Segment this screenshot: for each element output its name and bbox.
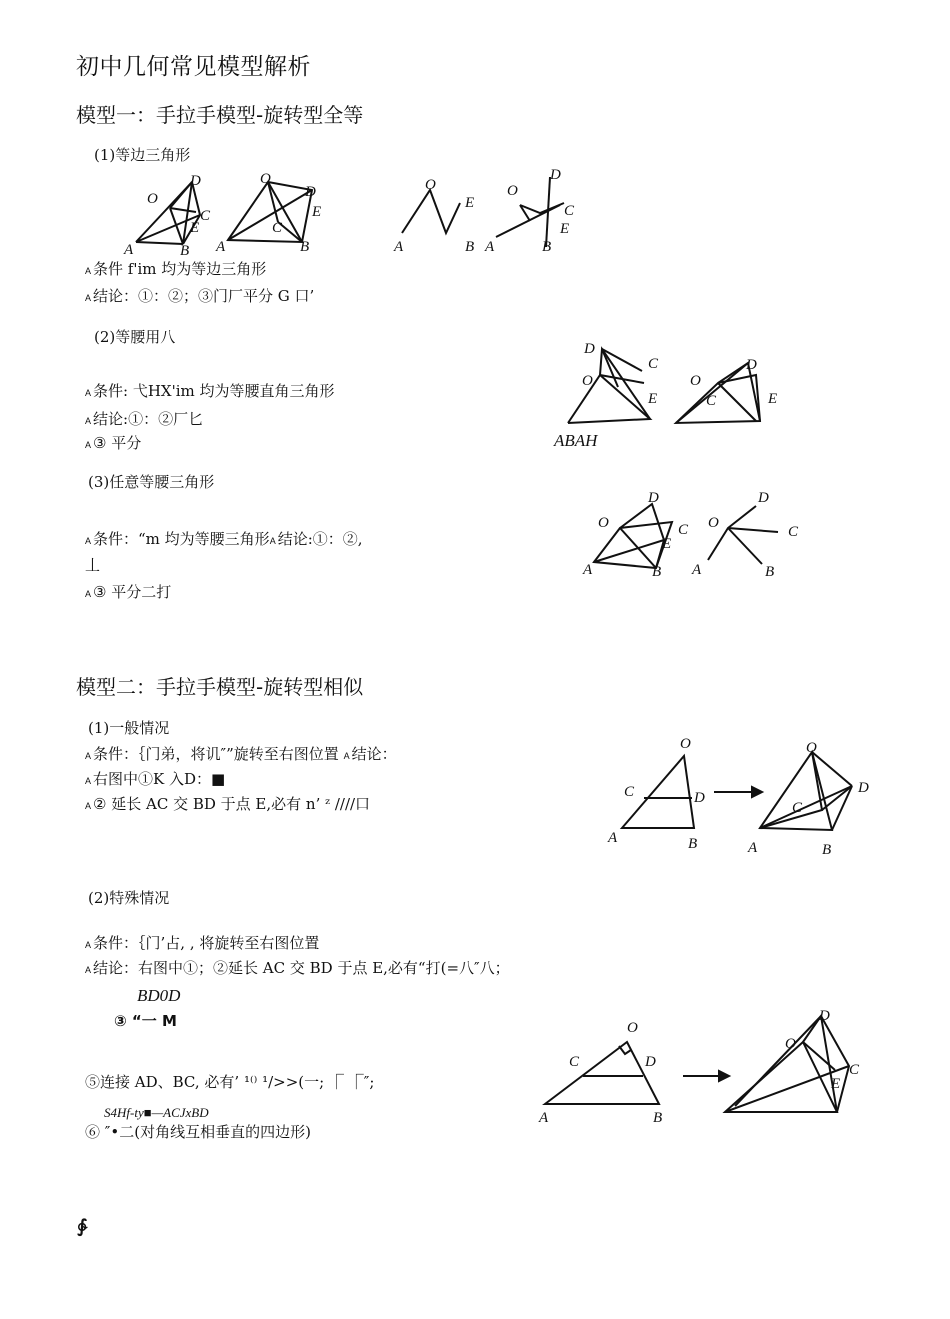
svg-text:B: B	[300, 239, 310, 255]
section1-sub3-condition	[85, 532, 363, 547]
svg-text:O: O	[627, 1020, 638, 1036]
svg-text:C: C	[849, 1062, 860, 1078]
section1-sub2-c3	[85, 436, 141, 451]
section1-sub1-condition	[85, 262, 266, 277]
bullet-prefix: A	[85, 965, 92, 975]
conclusion-text: 右图中①K 入D：■	[93, 770, 226, 788]
svg-text:C: C	[624, 784, 635, 800]
svg-text:D: D	[190, 173, 201, 189]
svg-text:E: E	[190, 220, 200, 236]
svg-text:D: D	[819, 1008, 830, 1024]
svg-text:D: D	[550, 167, 561, 183]
svg-text:D: D	[858, 780, 869, 796]
svg-text:C: C	[569, 1054, 580, 1070]
condition-text: 条件 f'im 均为等边三角形	[93, 260, 267, 278]
bullet-prefix: A	[85, 416, 92, 426]
section2-sub1-condition	[85, 747, 397, 762]
figure-caption: ABAH	[554, 431, 598, 450]
svg-text:O: O	[708, 515, 719, 531]
section1-sub2-condition	[85, 384, 335, 399]
conclusion-text: ③ 平分二打	[93, 583, 172, 601]
svg-text:B: B	[688, 836, 698, 852]
figure-equilateral-1	[120, 170, 330, 260]
figure-arbitrary-isosceles	[580, 490, 800, 580]
figure-equilateral-2	[390, 165, 590, 255]
svg-text:E: E	[312, 204, 322, 220]
figure-isosceles-right	[560, 335, 790, 435]
section1-title: 模型一：手拉手模型-旋转型全等	[76, 103, 364, 127]
svg-text:E: E	[768, 391, 778, 407]
section2-sub1-c1	[85, 772, 225, 787]
conclusion-text: 结论:①：②,	[277, 530, 363, 548]
figure-similarity-general	[600, 730, 880, 860]
svg-text:C: C	[272, 220, 283, 236]
svg-text:B: B	[822, 842, 832, 858]
svg-text:C: C	[564, 203, 575, 219]
svg-text:A: A	[485, 239, 495, 255]
section1-sub3-c3	[85, 585, 171, 600]
svg-text:D: D	[645, 1054, 656, 1070]
bd0d-label: BD0D	[137, 986, 181, 1005]
condition-text: 条件: 弋HX'im 均为等腰直角三角形	[93, 382, 335, 400]
svg-text:A: A	[124, 242, 134, 258]
section1-sub3: (3)任意等腰三角形	[88, 473, 215, 491]
svg-text:A: A	[583, 562, 593, 578]
section2-sub1: (1)一般情况	[88, 719, 170, 737]
svg-text:D: D	[584, 341, 595, 357]
conclusion-text: 结论:①：②厂匕	[93, 410, 204, 428]
footer-mark: ∲	[77, 1216, 88, 1237]
section1-sub2-conclusion	[85, 412, 203, 427]
svg-text:C: C	[678, 522, 689, 538]
bullet-prefix: A	[343, 751, 350, 761]
svg-text:O: O	[425, 177, 436, 193]
perpendicular-symbol: 丄	[85, 556, 101, 574]
bullet-prefix: A	[85, 266, 92, 276]
section2-sub2-conclusion	[85, 961, 510, 976]
condition-text: 条件：“m 均为等腰三角形	[93, 530, 270, 548]
bullet-prefix: A	[85, 440, 92, 450]
svg-text:C: C	[706, 393, 717, 409]
svg-text:B: B	[765, 564, 775, 580]
svg-text:E: E	[662, 536, 672, 552]
document-title: 初中几何常见模型解析	[76, 54, 311, 80]
condition-text: 条件：｛门弟，将讥″”旋转至右图位置	[93, 745, 339, 763]
svg-text:A: A	[748, 840, 758, 856]
svg-text:O: O	[507, 183, 518, 199]
svg-text:O: O	[785, 1036, 796, 1052]
svg-text:E: E	[560, 221, 570, 237]
svg-text:D: D	[648, 490, 659, 506]
figure-similarity-special	[535, 1010, 875, 1130]
condition-text: 条件：｛门’占, , 将旋转至右图位置	[93, 934, 320, 952]
svg-text:D: D	[305, 184, 316, 200]
conclusion-text: ③ 平分	[93, 434, 142, 452]
svg-text:A: A	[394, 239, 404, 255]
section2-sub2-condition	[85, 936, 319, 951]
svg-text:D: D	[758, 490, 769, 506]
svg-text:C: C	[200, 208, 211, 224]
bullet-prefix: A	[269, 536, 276, 546]
svg-text:O: O	[598, 515, 609, 531]
svg-text:B: B	[180, 243, 190, 259]
bullet-prefix: A	[85, 536, 92, 546]
svg-text:A: A	[216, 239, 226, 255]
svg-text:O: O	[147, 191, 158, 207]
conclusion-6: ⑥ ″•二(对角线互相垂直的四边形)	[85, 1123, 311, 1141]
svg-text:C: C	[792, 800, 803, 816]
conclusion-text: ② 延长 AC 交 BD 于点 E,必有 n’ ᶻ ////口	[93, 795, 371, 813]
section2-sub2: (2)特殊情况	[88, 889, 170, 907]
svg-text:O: O	[690, 373, 701, 389]
section1-sub1: (1)等边三角形	[94, 146, 191, 164]
svg-text:E: E	[648, 391, 658, 407]
svg-text:E: E	[831, 1076, 841, 1092]
svg-text:B: B	[653, 1110, 663, 1126]
bullet-prefix: A	[85, 801, 92, 811]
conclusion-5: ⑤连接 AD、BC, 必有’ ¹⁽⁾ ¹/>>(一; ⎾ ⎾″;	[85, 1073, 375, 1091]
svg-text:B: B	[652, 564, 662, 580]
svg-text:C: C	[648, 356, 659, 372]
svg-text:O: O	[582, 373, 593, 389]
bullet-prefix: A	[85, 940, 92, 950]
bullet-prefix: A	[85, 293, 92, 303]
svg-text:B: B	[465, 239, 475, 255]
bullet-prefix: A	[85, 388, 92, 398]
bullet-prefix: A	[85, 776, 92, 786]
svg-text:A: A	[539, 1110, 549, 1126]
svg-text:D: D	[694, 790, 705, 806]
svg-text:A: A	[692, 562, 702, 578]
svg-text:O: O	[806, 740, 817, 756]
section1-sub2: (2)等腰用八	[94, 328, 176, 346]
bullet-prefix: A	[85, 589, 92, 599]
bullet-prefix: A	[85, 751, 92, 761]
svg-text:O: O	[680, 736, 691, 752]
svg-text:C: C	[788, 524, 799, 540]
svg-text:D: D	[746, 357, 757, 373]
svg-text:B: B	[542, 239, 552, 255]
conclusion-text: 结论：右图中①；②延长 AC 交 BD 于点 E,必有“打(=八″八；	[93, 959, 510, 977]
conclusion-text: 结论：①：②；③门厂平分 G 口’	[93, 287, 315, 305]
section2-sub1-c2	[85, 797, 370, 812]
svg-text:O: O	[260, 171, 271, 187]
svg-text:E: E	[465, 195, 475, 211]
area-formula: S4Hf-ty■—ACJxBD	[104, 1105, 209, 1120]
conclusion-label: 结论：	[351, 745, 397, 763]
conclusion-3: ③ “一 M	[114, 1012, 177, 1030]
section1-sub1-conclusion	[85, 289, 314, 304]
section2-title: 模型二：手拉手模型-旋转型相似	[76, 675, 364, 699]
svg-text:A: A	[608, 830, 618, 846]
